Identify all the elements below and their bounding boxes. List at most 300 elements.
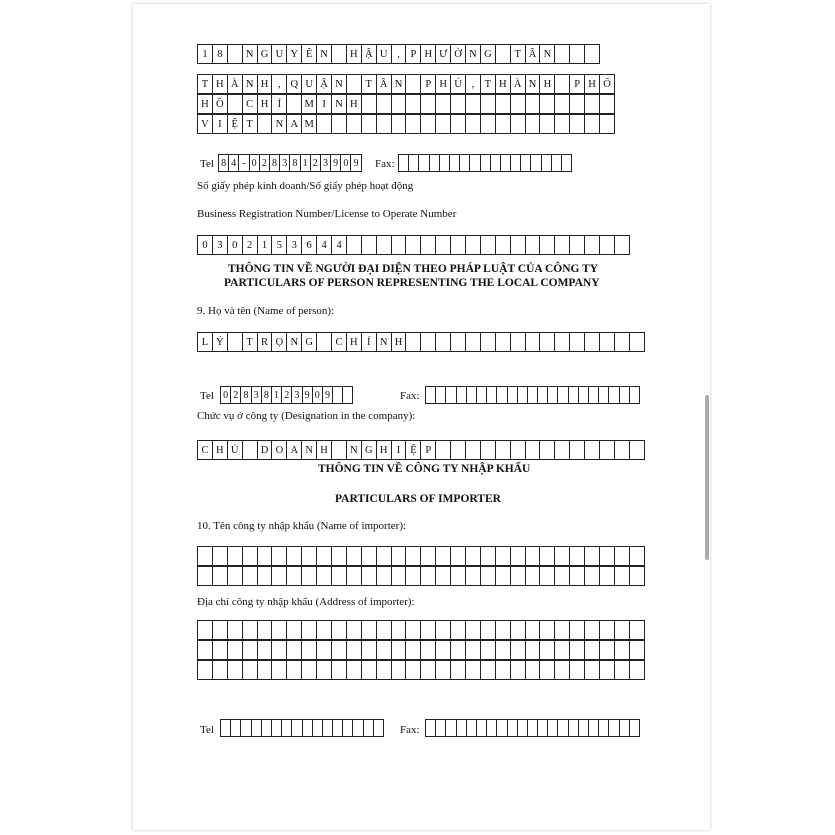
char-box: H	[540, 74, 555, 94]
char-box	[421, 114, 436, 134]
char-box	[497, 719, 507, 737]
char-box	[213, 546, 228, 566]
char-box	[213, 566, 228, 586]
char-box	[436, 332, 451, 352]
char-box	[399, 154, 409, 172]
char-box: 1	[272, 386, 282, 404]
char-box: G	[302, 332, 317, 352]
char-box	[228, 660, 243, 680]
char-box	[585, 640, 600, 660]
char-box	[609, 386, 619, 404]
char-box	[332, 114, 347, 134]
char-box	[198, 640, 213, 660]
char-box	[518, 386, 528, 404]
char-box	[446, 386, 456, 404]
char-box	[558, 386, 568, 404]
char-box	[467, 719, 477, 737]
char-box	[258, 546, 273, 566]
char-box: U	[302, 74, 317, 94]
importer-tel-boxes	[220, 719, 384, 737]
char-box	[615, 660, 630, 680]
rep-name-label: 9. Họ và tên (Name of person):	[197, 305, 335, 317]
importer-fax-label: Fax:	[400, 724, 420, 736]
char-box: Í	[272, 94, 287, 114]
char-box	[615, 640, 630, 660]
char-box	[228, 44, 243, 64]
char-box	[481, 640, 496, 660]
char-box	[243, 660, 258, 680]
char-box	[460, 154, 470, 172]
char-box	[436, 620, 451, 640]
char-box: A	[287, 114, 302, 134]
importer-heading-vi: THÔNG TIN VỀ CÔNG TY NHẬP KHẨU	[318, 463, 531, 475]
char-box: T	[511, 44, 526, 64]
char-box	[555, 620, 570, 640]
char-box	[377, 235, 392, 255]
address-row-2	[197, 74, 615, 94]
char-box: G	[258, 44, 273, 64]
char-box: N	[347, 440, 362, 460]
char-box: 0	[313, 386, 323, 404]
char-box	[421, 640, 436, 660]
char-box	[630, 660, 645, 680]
char-box	[406, 74, 421, 94]
char-box	[540, 640, 555, 660]
char-box	[555, 114, 570, 134]
rep-heading-vi: THÔNG TIN VỀ NGƯỜI ĐẠI DIỆN THEO PHÁP LUẬT CỦA CÔNG TY	[228, 263, 599, 275]
char-box	[558, 719, 568, 737]
char-box	[317, 640, 332, 660]
char-box: P	[421, 440, 436, 460]
char-box	[362, 114, 377, 134]
char-box	[570, 332, 585, 352]
char-box: U	[272, 44, 287, 64]
char-box	[585, 620, 600, 640]
char-box: Ệ	[228, 114, 243, 134]
char-box	[555, 44, 570, 64]
char-box	[377, 546, 392, 566]
char-box: H	[258, 74, 273, 94]
char-box: U	[377, 44, 392, 64]
char-box: H	[258, 94, 273, 114]
char-box: 8	[213, 44, 228, 64]
char-box	[243, 566, 258, 586]
char-box	[451, 114, 466, 134]
char-box	[508, 719, 518, 737]
char-box	[540, 620, 555, 640]
char-box	[406, 94, 421, 114]
char-box	[392, 114, 407, 134]
char-box	[589, 386, 599, 404]
char-box	[258, 660, 273, 680]
char-box	[228, 620, 243, 640]
char-box	[362, 94, 377, 114]
char-box	[323, 719, 333, 737]
char-box	[570, 566, 585, 586]
char-box: I	[213, 114, 228, 134]
char-box	[198, 566, 213, 586]
char-box	[272, 546, 287, 566]
char-box	[600, 94, 615, 114]
char-box	[317, 332, 332, 352]
char-box	[258, 620, 273, 640]
char-box	[585, 440, 600, 460]
char-box	[446, 719, 456, 737]
rep-designation-label: Chức vụ ở công ty (Designation in the company):	[197, 410, 416, 422]
char-box	[481, 660, 496, 680]
char-box	[511, 332, 526, 352]
char-box	[511, 566, 526, 586]
char-box	[292, 719, 302, 737]
char-box: P	[421, 74, 436, 94]
char-box	[392, 546, 407, 566]
char-box	[600, 546, 615, 566]
char-box	[542, 154, 552, 172]
char-box	[282, 719, 292, 737]
char-box	[228, 332, 243, 352]
char-box	[347, 566, 362, 586]
char-box	[481, 235, 496, 255]
license-number-boxes	[197, 235, 630, 255]
char-box	[347, 114, 362, 134]
char-box	[540, 440, 555, 460]
char-box: 3	[213, 235, 228, 255]
char-box	[392, 566, 407, 586]
char-box	[579, 386, 589, 404]
char-box	[511, 546, 526, 566]
char-box	[451, 235, 466, 255]
char-box: 3	[292, 386, 302, 404]
char-box	[302, 660, 317, 680]
scrollbar[interactable]	[705, 395, 709, 560]
char-box	[377, 114, 392, 134]
char-box: H	[347, 44, 362, 64]
char-box	[511, 640, 526, 660]
char-box	[600, 235, 615, 255]
char-box: G	[362, 440, 377, 460]
char-box	[243, 640, 258, 660]
char-box	[213, 660, 228, 680]
char-box	[481, 440, 496, 460]
char-box: T	[243, 332, 258, 352]
char-box: N	[272, 114, 287, 134]
char-box	[481, 566, 496, 586]
char-box: A	[287, 440, 302, 460]
char-box	[570, 114, 585, 134]
char-box	[501, 154, 511, 172]
char-box	[440, 154, 450, 172]
char-box	[377, 660, 392, 680]
char-box	[526, 640, 541, 660]
rep-fax-label: Fax:	[400, 390, 420, 402]
char-box: I	[317, 94, 332, 114]
char-box	[258, 640, 273, 660]
char-box	[406, 660, 421, 680]
char-box: 0	[228, 235, 243, 255]
char-box	[615, 440, 630, 460]
char-box	[600, 332, 615, 352]
char-box	[526, 440, 541, 460]
char-box	[526, 332, 541, 352]
char-box: I	[392, 440, 407, 460]
importer-address-row-2	[197, 640, 645, 660]
char-box	[347, 660, 362, 680]
char-box	[466, 640, 481, 660]
char-box: Ủ	[228, 440, 243, 460]
char-box: 8	[270, 154, 280, 172]
char-box	[531, 154, 541, 172]
char-box	[243, 440, 258, 460]
char-box	[362, 620, 377, 640]
rep-tel-label: Tel	[200, 390, 214, 402]
char-box	[362, 566, 377, 586]
char-box: 9	[351, 154, 361, 172]
char-box	[466, 440, 481, 460]
char-box	[477, 719, 487, 737]
char-box	[570, 620, 585, 640]
char-box: 4	[317, 235, 332, 255]
char-box	[540, 235, 555, 255]
char-box	[421, 332, 436, 352]
importer-heading-en: PARTICULARS OF IMPORTER	[335, 493, 501, 505]
char-box: M	[302, 94, 317, 114]
char-box	[511, 660, 526, 680]
char-box: N	[526, 74, 541, 94]
char-box: ,	[466, 74, 481, 94]
char-box: H	[392, 332, 407, 352]
char-box: Ờ	[451, 44, 466, 64]
char-box: Q	[287, 74, 302, 94]
char-box: Â	[526, 44, 541, 64]
char-box	[620, 386, 630, 404]
char-box: N	[243, 74, 258, 94]
char-box: 2	[282, 386, 292, 404]
char-box: 0	[341, 154, 351, 172]
char-box	[526, 566, 541, 586]
char-box	[347, 640, 362, 660]
char-box: 2	[260, 154, 270, 172]
char-box	[585, 94, 600, 114]
char-box: H	[436, 74, 451, 94]
char-box	[466, 235, 481, 255]
char-box: 8	[290, 154, 300, 172]
char-box	[526, 235, 541, 255]
char-box	[377, 640, 392, 660]
char-box: N	[332, 94, 347, 114]
char-box	[406, 546, 421, 566]
char-box	[241, 719, 251, 737]
char-box	[511, 94, 526, 114]
char-box	[231, 719, 241, 737]
char-box	[496, 620, 511, 640]
char-box	[374, 719, 384, 737]
char-box	[392, 660, 407, 680]
char-box	[538, 719, 548, 737]
char-box: 1	[258, 235, 273, 255]
char-box	[570, 44, 585, 64]
char-box	[426, 719, 436, 737]
char-box	[630, 546, 645, 566]
char-box: 1	[198, 44, 213, 64]
char-box	[362, 546, 377, 566]
char-box: Ê	[302, 44, 317, 64]
char-box: C	[243, 94, 258, 114]
char-box	[392, 620, 407, 640]
char-box	[332, 620, 347, 640]
char-box	[406, 566, 421, 586]
char-box	[481, 94, 496, 114]
char-box	[198, 660, 213, 680]
char-box: À	[511, 74, 526, 94]
char-box	[347, 546, 362, 566]
char-box: Ậ	[317, 74, 332, 94]
char-box: Y	[287, 44, 302, 64]
char-box	[496, 546, 511, 566]
char-box: P	[570, 74, 585, 94]
char-box	[436, 640, 451, 660]
char-box	[585, 546, 600, 566]
char-box	[317, 620, 332, 640]
address-row-3	[197, 94, 615, 114]
char-box: 0	[198, 235, 213, 255]
char-box	[451, 620, 466, 640]
char-box	[540, 94, 555, 114]
char-box	[467, 386, 477, 404]
char-box	[426, 386, 436, 404]
char-box: 2	[231, 386, 241, 404]
char-box	[548, 719, 558, 737]
char-box	[496, 332, 511, 352]
char-box	[496, 44, 511, 64]
char-box	[600, 114, 615, 134]
char-box: N	[302, 440, 317, 460]
char-box: 9	[323, 386, 333, 404]
char-box	[497, 386, 507, 404]
char-box	[213, 620, 228, 640]
char-box: T	[198, 74, 213, 94]
char-box	[487, 386, 497, 404]
char-box	[332, 640, 347, 660]
char-box: N	[377, 332, 392, 352]
char-box	[362, 235, 377, 255]
char-box	[526, 94, 541, 114]
char-box	[540, 332, 555, 352]
char-box: 9	[331, 154, 341, 172]
char-box: M	[302, 114, 317, 134]
char-box	[347, 620, 362, 640]
char-box: Ư	[436, 44, 451, 64]
importer-name-row-2	[197, 566, 645, 586]
char-box: 8	[262, 386, 272, 404]
char-box	[570, 660, 585, 680]
char-box	[272, 660, 287, 680]
char-box	[630, 386, 640, 404]
char-box	[436, 440, 451, 460]
address-row-1	[197, 44, 600, 64]
char-box	[600, 566, 615, 586]
char-box	[436, 94, 451, 114]
char-box: Ệ	[406, 440, 421, 460]
char-box	[313, 719, 323, 737]
char-box: O	[272, 440, 287, 460]
char-box	[333, 386, 343, 404]
char-box	[481, 114, 496, 134]
char-box: 5	[272, 235, 287, 255]
char-box: Ậ	[362, 44, 377, 64]
char-box: -	[239, 154, 249, 172]
char-box	[317, 660, 332, 680]
char-box	[555, 94, 570, 114]
char-box	[555, 235, 570, 255]
char-box	[552, 154, 562, 172]
char-box	[421, 94, 436, 114]
char-box	[600, 660, 615, 680]
char-box: 3	[280, 154, 290, 172]
rep-tel-boxes	[220, 386, 353, 404]
license-label-en: Business Registration Number/License to Operate Number	[197, 208, 457, 220]
char-box	[585, 660, 600, 680]
char-box	[526, 660, 541, 680]
char-box	[481, 332, 496, 352]
char-box	[511, 114, 526, 134]
importer-address-label: Địa chỉ công ty nhập khẩu (Address of importer):	[197, 596, 415, 608]
char-box	[487, 719, 497, 737]
char-box	[332, 660, 347, 680]
char-box	[262, 719, 272, 737]
char-box	[421, 235, 436, 255]
char-box	[585, 114, 600, 134]
char-box	[302, 566, 317, 586]
char-box	[451, 332, 466, 352]
char-box: H	[377, 440, 392, 460]
char-box	[526, 546, 541, 566]
char-box	[451, 440, 466, 460]
char-box	[451, 640, 466, 660]
char-box	[585, 566, 600, 586]
char-box	[406, 620, 421, 640]
char-box	[252, 719, 262, 737]
char-box	[491, 154, 501, 172]
char-box	[570, 640, 585, 660]
char-box	[521, 154, 531, 172]
char-box	[272, 640, 287, 660]
char-box	[436, 719, 446, 737]
char-box: 2	[311, 154, 321, 172]
char-box: C	[198, 440, 213, 460]
char-box: 3	[287, 235, 302, 255]
char-box	[615, 332, 630, 352]
company-fax-boxes	[398, 154, 572, 172]
char-box: ,	[272, 74, 287, 94]
char-box	[364, 719, 374, 737]
char-box	[630, 566, 645, 586]
char-box	[496, 640, 511, 660]
char-box: H	[213, 74, 228, 94]
char-box	[466, 566, 481, 586]
char-box	[555, 566, 570, 586]
char-box	[466, 94, 481, 114]
char-box	[589, 719, 599, 737]
char-box	[555, 332, 570, 352]
char-box	[562, 154, 572, 172]
char-box	[272, 566, 287, 586]
char-box	[287, 660, 302, 680]
char-box	[317, 114, 332, 134]
char-box: 0	[221, 386, 231, 404]
char-box	[481, 620, 496, 640]
char-box	[287, 94, 302, 114]
char-box	[511, 235, 526, 255]
